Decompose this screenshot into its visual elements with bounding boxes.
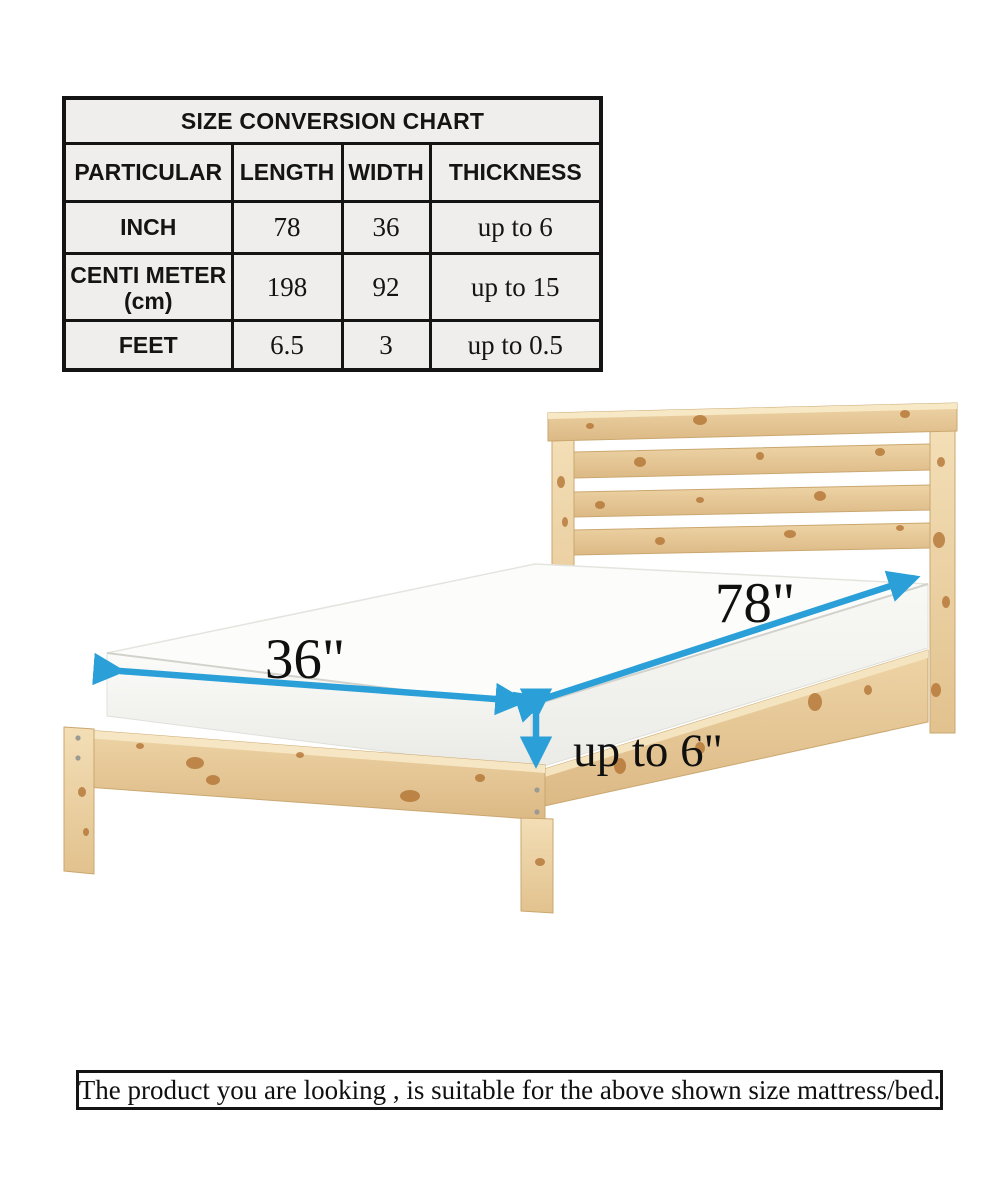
cm-width: 92 (342, 254, 430, 321)
feet-length: 6.5 (232, 321, 342, 371)
footer-note-text: The product you are looking , is suitable for the above shown size mattress/bed. (78, 1074, 941, 1105)
corner-leg (521, 818, 553, 913)
dowel-hole (75, 735, 80, 740)
dowel-hole (534, 809, 539, 814)
col-header-particular: PARTICULAR (64, 144, 232, 202)
footer-note (76, 1070, 943, 1110)
dowel-hole (534, 787, 539, 792)
row-label-centimeter-line2: (cm) (123, 287, 173, 314)
length-dimension-label: 78" (714, 572, 796, 635)
col-header-thickness: THICKNESS (430, 144, 601, 202)
headboard-slat-2 (574, 485, 930, 517)
col-header-width: WIDTH (342, 144, 430, 202)
feet-thickness: up to 0.5 (430, 321, 601, 371)
width-dimension-label: 36" (264, 628, 346, 691)
row-label-feet: FEET (64, 321, 232, 371)
feet-width: 3 (342, 321, 430, 371)
cm-length: 198 (232, 254, 342, 321)
table-title: SIZE CONVERSION CHART (64, 98, 601, 144)
front-left-leg (64, 727, 94, 874)
dowel-hole (75, 755, 80, 760)
inch-length: 78 (232, 202, 342, 254)
thickness-dimension-label: up to 6" (573, 725, 723, 777)
inch-width: 36 (342, 202, 430, 254)
col-header-length: LENGTH (232, 144, 342, 202)
row-label-inch: INCH (64, 202, 232, 254)
inch-thickness: up to 6 (430, 202, 601, 254)
headboard-slat-3 (574, 523, 930, 555)
row-label-centimeter-line1: CENTI METER (70, 261, 227, 288)
cm-thickness: up to 15 (430, 254, 601, 321)
